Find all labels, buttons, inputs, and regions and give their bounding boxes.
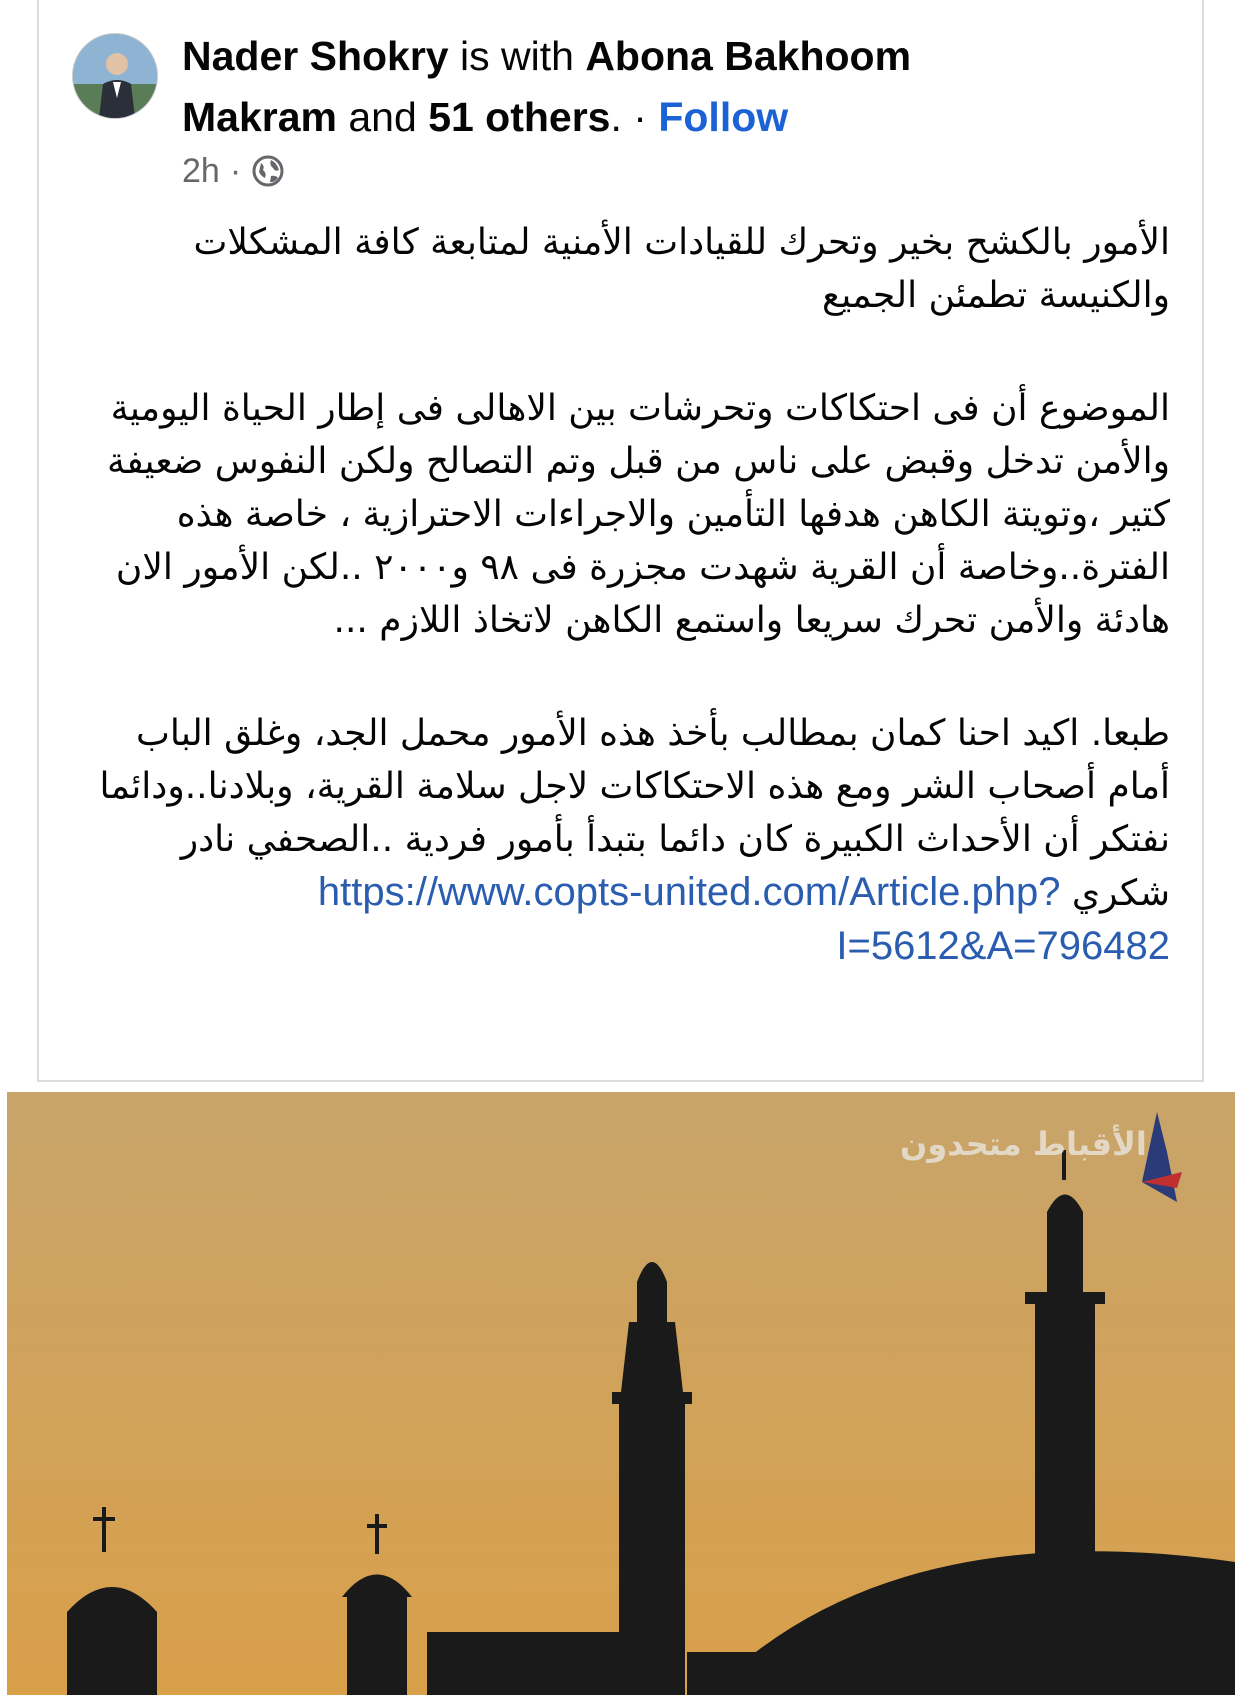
author-avatar[interactable]: [72, 33, 158, 119]
follow-button[interactable]: Follow: [658, 94, 789, 140]
post-text: [75, 216, 1170, 974]
and-text: and: [336, 94, 429, 140]
post-time[interactable]: 2h: [182, 151, 220, 190]
author-name[interactable]: Nader Shokry: [182, 33, 449, 79]
watermark-logo: الأقباط متحدون: [900, 1125, 1147, 1163]
post-image[interactable]: [7, 1092, 1235, 1695]
tagged-name[interactable]: Abona Bakhoom Makram: [182, 33, 912, 140]
with-text: is with: [448, 33, 586, 79]
period: .: [610, 94, 622, 140]
post-meta: [182, 148, 285, 194]
post-paragraph-2: الموضوع أن فى احتكاكات وتحرشات بين الاهالى فى إطار الحياة اليومية والأمن تدخل وقبض على ناس من قبل وتم التصالح ولكن النفوس ضعيفة كتير ،وتويتة الكاهن هدفها التأمين والاجراءات الاحترازية ، خاصة هذه الفترة..وخاصة أن القرية شهدت مجزرة فى ٩٨ و٢٠٠٠ ..لكن الأمور الان هادئة والأمن تحرك سريعا واستمع الكاهن لاتخاذ اللازم ...: [107, 388, 1170, 641]
others-link[interactable]: 51 others: [428, 94, 611, 140]
article-link[interactable]: https://www.copts-united.com/Article.php?I=5612&A=796482: [317, 870, 1170, 968]
globe-icon[interactable]: [251, 154, 285, 188]
paragraph-3-text: طبعا. اكيد احنا كمان بمطالب بأخذ هذه الأمور محمل الجد، وغلق الباب أمام أصحاب الشر ومع هذه الاحتكاكات لاجل سلامة القرية، وبلادنا..ودائما نفتكر أن الأحداث الكبيرة كان دائما بتبدأ بأمور فردية ..الصحفي نادر شكري: [99, 713, 1170, 914]
separator: ·: [621, 94, 659, 140]
post-header: [182, 26, 1042, 148]
meta-dot: ·: [229, 151, 242, 190]
post-paragraph-1: الأمور بالكشح بخير وتحرك للقيادات الأمنية لمتابعة كافة المشكلات والكنيسة تطمئن الجميع: [193, 222, 1170, 316]
post-paragraph-3: [75, 707, 1170, 974]
